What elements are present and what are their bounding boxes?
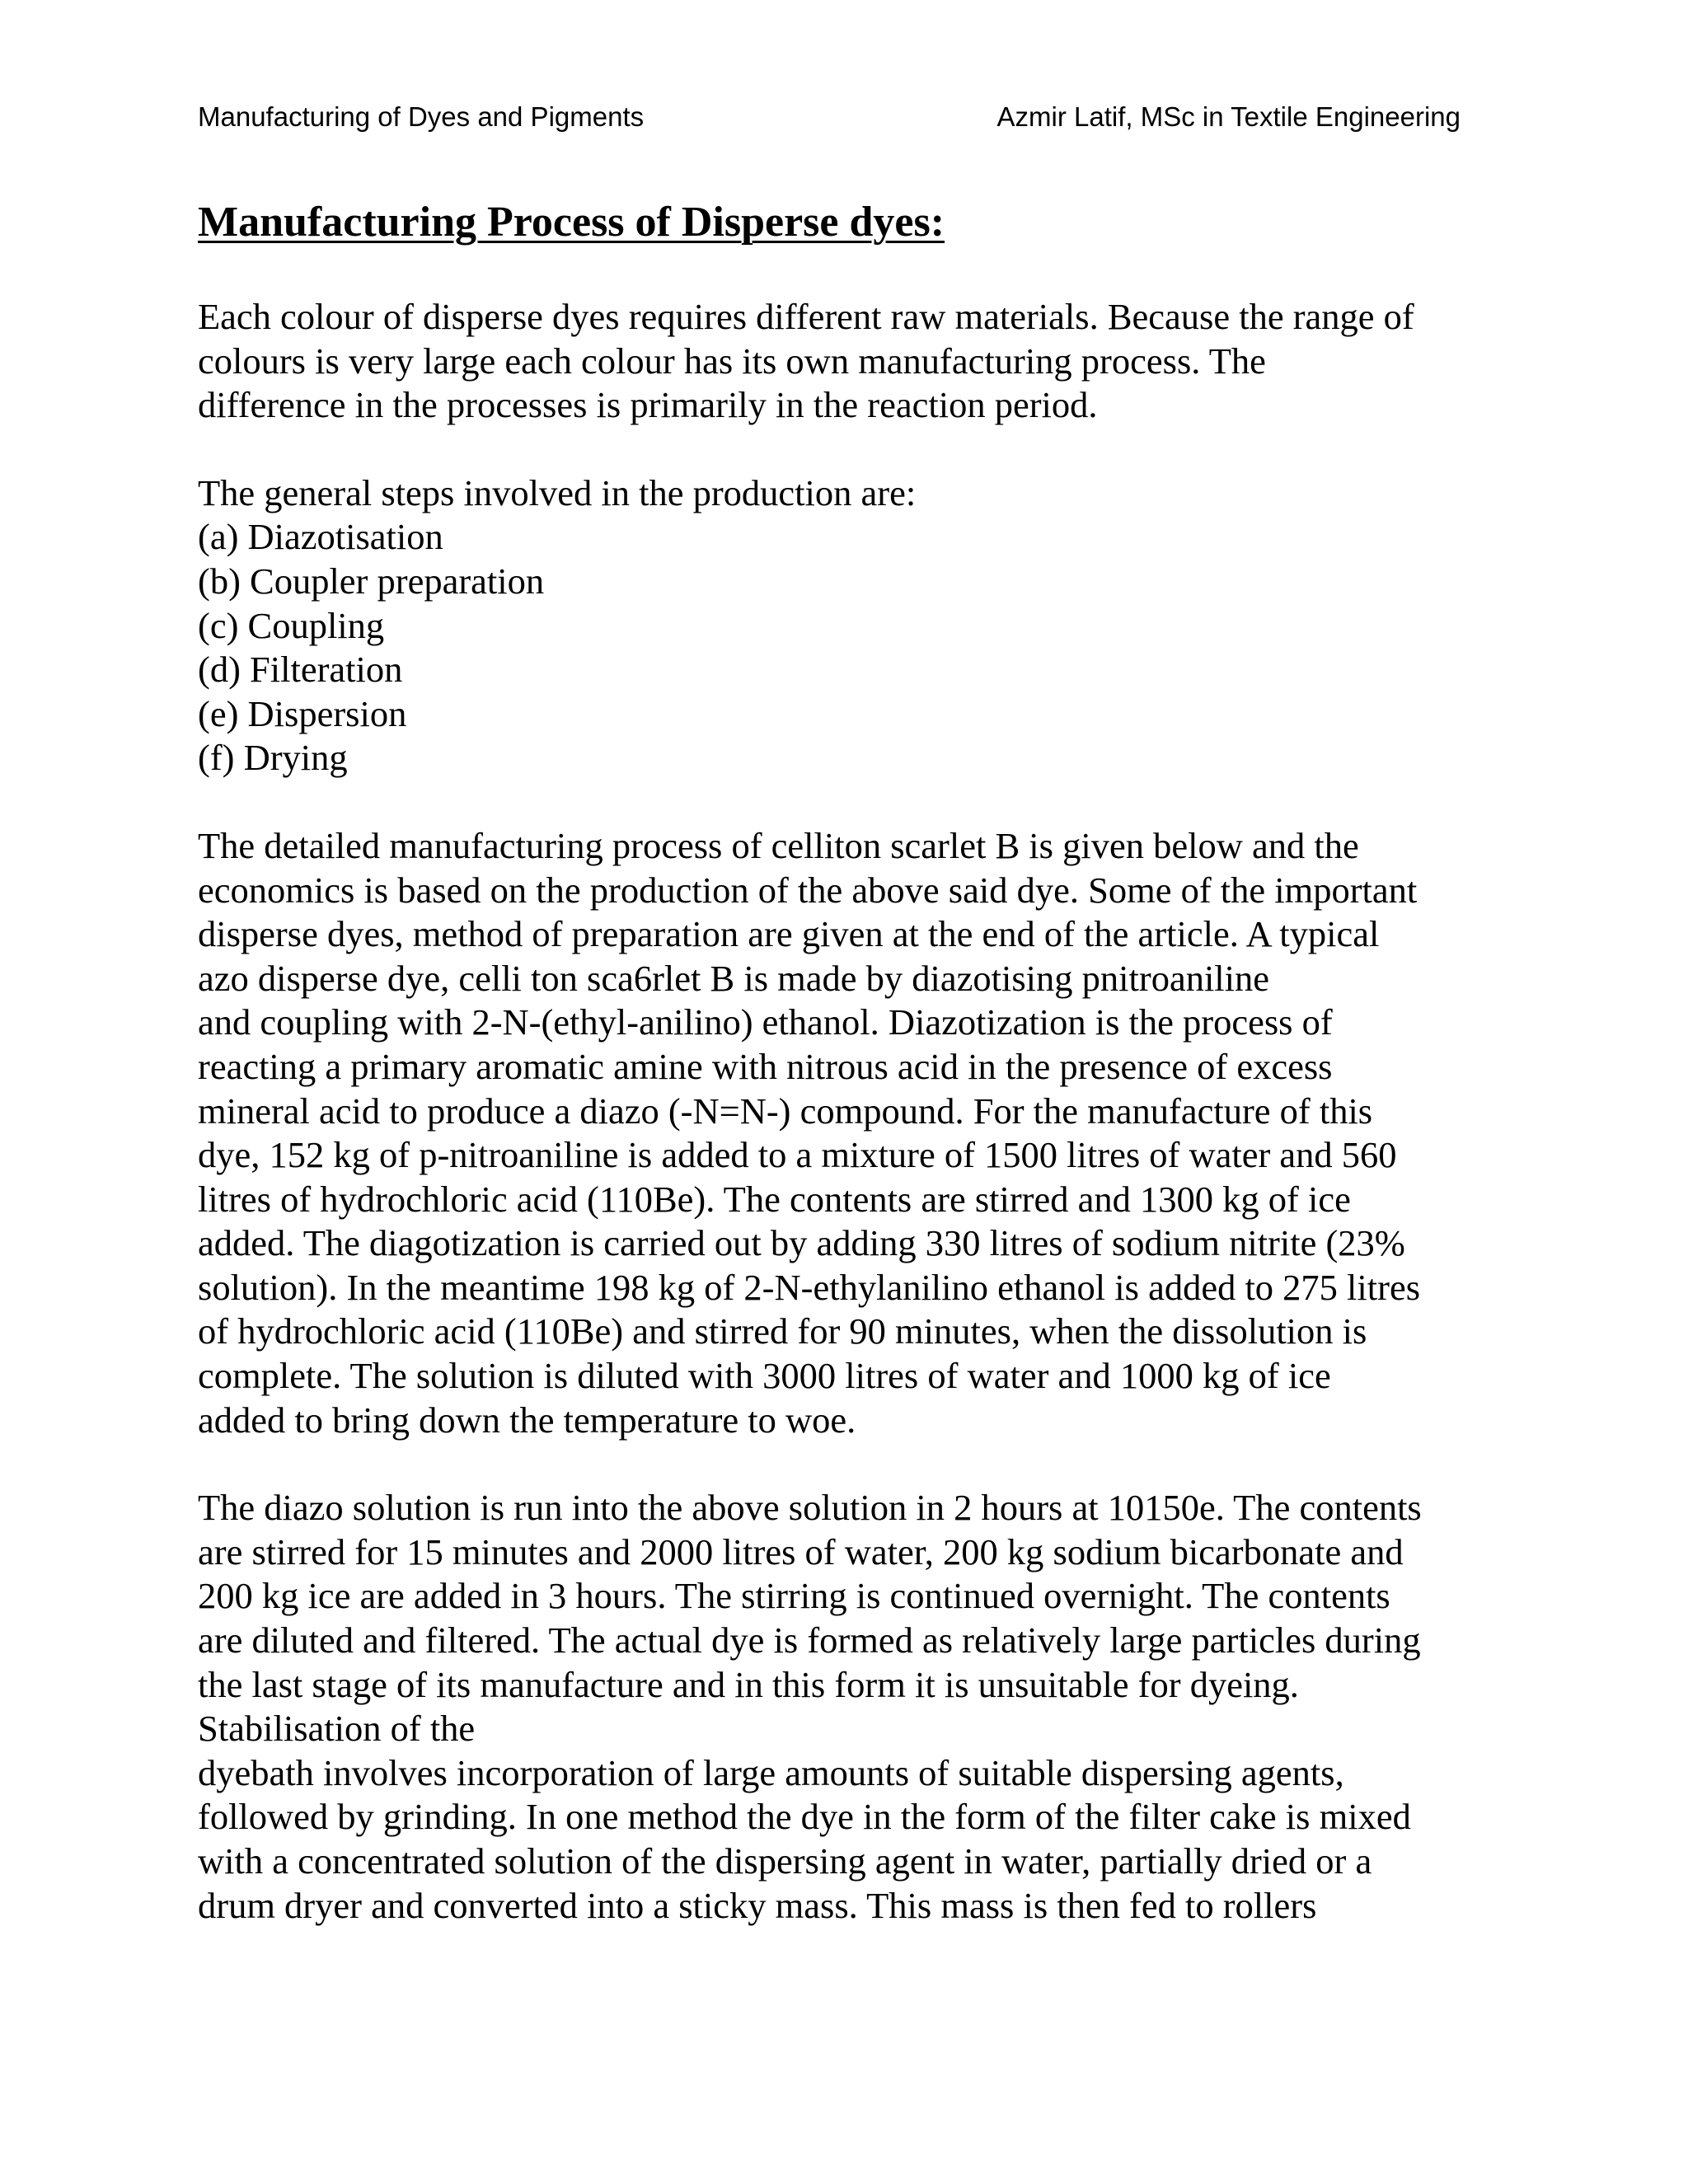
paragraph-line: 200 kg ice are added in 3 hours. The stirring is continued overnight. The contents	[198, 1575, 1390, 1617]
steps-section	[198, 471, 1479, 780]
paragraph-line: the last stage of its manufacture and in this form it is unsuitable for dyeing.	[198, 1663, 1299, 1705]
step-item: (f) Drying	[198, 737, 348, 779]
steps-list	[198, 515, 1479, 780]
step-item: (a) Diazotisation	[198, 516, 443, 558]
steps-heading: The general steps involved in the production are:	[198, 471, 917, 513]
paragraph-line: Each colour of disperse dyes requires different raw materials. Because the range of	[198, 296, 1414, 337]
step-item: (d) Filteration	[198, 649, 403, 691]
intro-paragraph	[198, 295, 1479, 428]
page-body	[198, 190, 1479, 1928]
step-item: (e) Dispersion	[198, 692, 407, 734]
paragraph-line: litres of hydrochloric acid (110Be). The contents are stirred and 1300 kg of ice	[198, 1178, 1351, 1220]
page-header	[198, 97, 1461, 137]
paragraph-line: are diluted and filtered. The actual dye is formed as relatively large particles during	[198, 1619, 1421, 1661]
diazo-paragraph	[198, 1486, 1479, 1928]
paragraph-line: dye, 152 kg of p-nitroaniline is added to a mixture of 1500 litres of water and 560	[198, 1134, 1397, 1176]
spacer	[198, 428, 1479, 471]
paragraph-line: economics is based on the production of the above said dye. Some of the important	[198, 869, 1418, 911]
spacer	[198, 780, 1479, 824]
paragraph-line: drum dryer and converted into a sticky mass. This mass is then fed to rollers	[198, 1884, 1317, 1926]
paragraph-line: added to bring down the temperature to woe.	[198, 1399, 856, 1441]
header-document-title: Manufacturing of Dyes and Pigments	[198, 101, 645, 132]
paragraph-line: of hydrochloric acid (110Be) and stirred for 90 minutes, when the dissolution is	[198, 1310, 1367, 1352]
paragraph-line: and coupling with 2-N-(ethyl-anilino) ethanol. Diazotization is the process of	[198, 1001, 1333, 1043]
paragraph-line: The detailed manufacturing process of celliton scarlet B is given below and the	[198, 824, 1359, 866]
header-author: Azmir Latif, MSc in Textile Engineering	[996, 101, 1461, 132]
paragraph-line: added. The diagotization is carried out by adding 330 litres of sodium nitrite (23%	[198, 1222, 1405, 1264]
paragraph-line: azo disperse dye, celli ton sca6rlet B is made by diazotising pnitroaniline	[198, 957, 1270, 999]
paragraph-line: disperse dyes, method of preparation are given at the end of the article. A typical	[198, 913, 1380, 955]
paragraph-line: with a concentrated solution of the dispersing agent in water, partially dried or a	[198, 1840, 1372, 1882]
paragraph-line: solution). In the meantime 198 kg of 2-N-ethylanilino ethanol is added to 275 litres	[198, 1266, 1421, 1308]
paragraph-line: mineral acid to produce a diazo (-N=N-) compound. For the manufacture of this	[198, 1090, 1373, 1132]
detail-paragraph	[198, 824, 1479, 1442]
paragraph-line: The diazo solution is run into the above solution in 2 hours at 10150e. The contents	[198, 1487, 1422, 1529]
paragraph-line: Stabilisation of the	[198, 1708, 476, 1750]
paragraph-line: complete. The solution is diluted with 3000 litres of water and 1000 kg of ice	[198, 1355, 1331, 1397]
spacer	[198, 1442, 1479, 1486]
paragraph-line: are stirred for 15 minutes and 2000 litres of water, 200 kg sodium bicarbonate and	[198, 1530, 1404, 1572]
paragraph-line: reacting a primary aromatic amine with nitrous acid in the presence of excess	[198, 1045, 1333, 1087]
section-title: Manufacturing Process of Disperse dyes:	[198, 199, 945, 246]
spacer	[198, 255, 1479, 295]
paragraph-line: followed by grinding. In one method the dye in the form of the filter cake is mixed	[198, 1796, 1411, 1838]
paragraph-line: dyebath involves incorporation of large amounts of suitable dispersing agents,	[198, 1751, 1344, 1793]
step-item: (c) Coupling	[198, 604, 385, 646]
paragraph-line: colours is very large each colour has its own manufacturing process. The	[198, 340, 1266, 382]
step-item: (b) Coupler preparation	[198, 560, 545, 602]
paragraph-line: difference in the processes is primarily in the reaction period.	[198, 384, 1098, 426]
